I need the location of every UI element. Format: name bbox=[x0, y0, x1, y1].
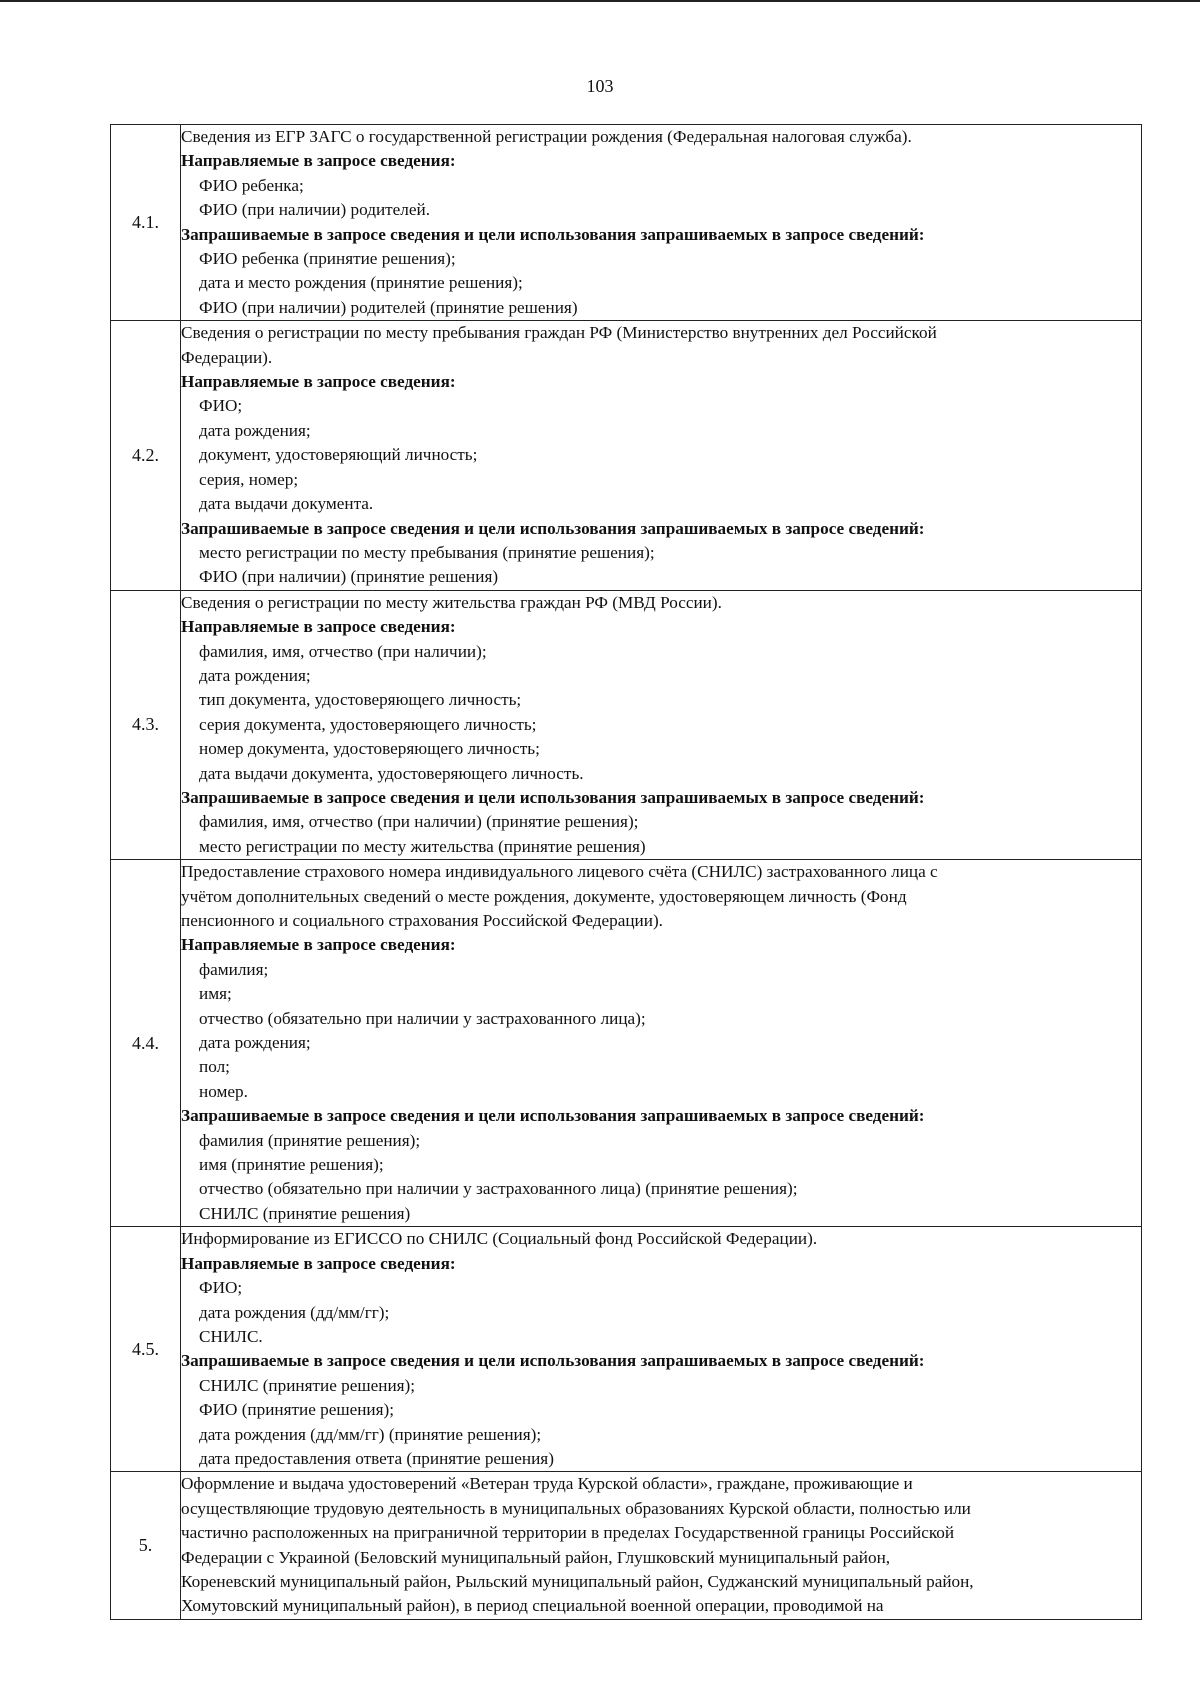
table-row bbox=[111, 125, 1142, 321]
requested-item: ФИО (принятие решения); bbox=[199, 1400, 395, 1420]
sent-item: фамилия; bbox=[199, 959, 269, 979]
sent-item: дата выдачи документа, удостоверяющего личность. bbox=[199, 763, 584, 783]
sent-item: серия, номер; bbox=[199, 469, 299, 489]
sent-item: дата рождения (дд/мм/гг); bbox=[199, 1302, 390, 1322]
requested-item: СНИЛС (принятие решения) bbox=[199, 1203, 411, 1223]
table-row bbox=[111, 1227, 1142, 1472]
requested-item: СНИЛС (принятие решения); bbox=[199, 1375, 416, 1395]
table-row bbox=[111, 1472, 1142, 1619]
row-number: 4.5. bbox=[111, 1227, 181, 1472]
sent-item: отчество (обязательно при наличии у застрахованного лица); bbox=[199, 1008, 646, 1028]
requested-item: место регистрации по месту жительства (принятие решения) bbox=[199, 836, 646, 856]
sent-item: серия документа, удостоверяющего личность; bbox=[199, 714, 537, 734]
description-line: осуществляющие трудовую деятельность в муниципальных образованиях Курской области, полностью или bbox=[181, 1498, 971, 1518]
description-line: Оформление и выдача удостоверений «Ветеран труда Курской области», граждане, проживающие и bbox=[181, 1474, 913, 1494]
sent-item: дата выдачи документа. bbox=[199, 494, 374, 514]
table-row bbox=[111, 321, 1142, 590]
sent-item: ФИО; bbox=[199, 396, 243, 416]
table-row bbox=[111, 860, 1142, 1227]
requested-item: ФИО (при наличии) родителей (принятие решения) bbox=[199, 297, 578, 317]
requested-item: отчество (обязательно при наличии у застрахованного лица) (принятие решения); bbox=[199, 1179, 798, 1199]
row-content bbox=[181, 590, 1142, 859]
sent-item: ФИО ребенка; bbox=[199, 175, 304, 195]
sent-item: дата рождения; bbox=[199, 420, 311, 440]
row-number: 4.4. bbox=[111, 860, 181, 1227]
requested-item: дата и место рождения (принятие решения); bbox=[199, 273, 523, 293]
page-number: 103 bbox=[586, 76, 614, 96]
description-line: Сведения о регистрации по месту пребывания граждан РФ (Министерство внутренних дел Российской bbox=[181, 323, 937, 343]
row-number: 4.2. bbox=[111, 321, 181, 590]
requested-item: фамилия, имя, отчество (при наличии) (принятие решения); bbox=[199, 812, 639, 832]
row-number: 4.3. bbox=[111, 590, 181, 859]
row-content bbox=[181, 860, 1142, 1227]
requested-heading: Запрашиваемые в запросе сведения и цели использования запрашиваемых в запросе сведений: bbox=[181, 1106, 925, 1126]
table-row bbox=[111, 590, 1142, 859]
sent-heading: Направляемые в запросе сведения: bbox=[181, 617, 456, 637]
requested-heading: Запрашиваемые в запросе сведения и цели использования запрашиваемых в запросе сведений: bbox=[181, 787, 925, 807]
row-number: 5. bbox=[111, 1472, 181, 1619]
sent-heading: Направляемые в запросе сведения: bbox=[181, 935, 456, 955]
description-line: Сведения из ЕГР ЗАГС о государственной регистрации рождения (Федеральная налоговая служба). bbox=[181, 127, 912, 146]
description-line: Предоставление страхового номера индивидуального лицевого счёта (СНИЛС) застрахованного лица с bbox=[181, 862, 938, 882]
services-table bbox=[110, 124, 1142, 1620]
sent-item: дата рождения; bbox=[199, 1033, 311, 1053]
sent-item: документ, удостоверяющий личность; bbox=[199, 445, 478, 465]
sent-item: пол; bbox=[199, 1057, 230, 1077]
sent-item: имя; bbox=[199, 984, 232, 1004]
description-line: Федерации с Украиной (Беловский муниципальный район, Глушковский муниципальный район, bbox=[181, 1547, 891, 1567]
description-line: Сведения о регистрации по месту жительства граждан РФ (МВД России). bbox=[181, 592, 722, 612]
sent-item: СНИЛС. bbox=[199, 1326, 263, 1346]
sent-item: тип документа, удостоверяющего личность; bbox=[199, 690, 522, 710]
requested-item: ФИО (при наличии) (принятие решения) bbox=[199, 567, 499, 587]
row-number: 4.1. bbox=[111, 125, 181, 321]
description-line: частично расположенных на приграничной территории в пределах Государственной границы Российской bbox=[181, 1523, 955, 1543]
top-border-line bbox=[0, 0, 1200, 2]
row-content bbox=[181, 125, 1142, 321]
sent-item: фамилия, имя, отчество (при наличии); bbox=[199, 641, 487, 661]
description-line: Хомутовский муниципальный район), в период специальной военной операции, проводимой на bbox=[181, 1596, 884, 1616]
requested-item: дата предоставления ответа (принятие решения) bbox=[199, 1448, 554, 1468]
requested-heading: Запрашиваемые в запросе сведения и цели использования запрашиваемых в запросе сведений: bbox=[181, 518, 925, 538]
requested-heading: Запрашиваемые в запросе сведения и цели использования запрашиваемых в запросе сведений: bbox=[181, 224, 925, 244]
row-content bbox=[181, 1227, 1142, 1472]
sent-item: номер документа, удостоверяющего личность; bbox=[199, 739, 540, 759]
requested-item: имя (принятие решения); bbox=[199, 1155, 384, 1175]
description-line: Кореневский муниципальный район, Рыльский муниципальный район, Суджанский муниципальный район, bbox=[181, 1571, 974, 1591]
description-line: Федерации). bbox=[181, 347, 273, 367]
requested-item: дата рождения (дд/мм/гг) (принятие решения); bbox=[199, 1424, 542, 1444]
sent-item: дата рождения; bbox=[199, 665, 311, 685]
sent-heading: Направляемые в запросе сведения: bbox=[181, 1253, 456, 1273]
requested-heading: Запрашиваемые в запросе сведения и цели использования запрашиваемых в запросе сведений: bbox=[181, 1351, 925, 1371]
sent-item: ФИО; bbox=[199, 1278, 243, 1298]
description-line: Информирование из ЕГИССО по СНИЛС (Социальный фонд Российской Федерации). bbox=[181, 1229, 818, 1249]
sent-heading: Направляемые в запросе сведения: bbox=[181, 151, 456, 171]
requested-item: место регистрации по месту пребывания (принятие решения); bbox=[199, 542, 655, 562]
sent-heading: Направляемые в запросе сведения: bbox=[181, 372, 456, 392]
description-line: учётом дополнительных сведений о месте рождения, документе, удостоверяющем личность (Фонд bbox=[181, 886, 907, 906]
description-line: пенсионного и социального страхования Российской Федерации). bbox=[181, 911, 663, 930]
row-content bbox=[181, 321, 1142, 590]
row-content bbox=[181, 1472, 1142, 1619]
sent-item: номер. bbox=[199, 1081, 248, 1101]
requested-item: ФИО ребенка (принятие решения); bbox=[199, 249, 456, 269]
requested-item: фамилия (принятие решения); bbox=[199, 1130, 421, 1150]
sent-item: ФИО (при наличии) родителей. bbox=[199, 200, 430, 220]
